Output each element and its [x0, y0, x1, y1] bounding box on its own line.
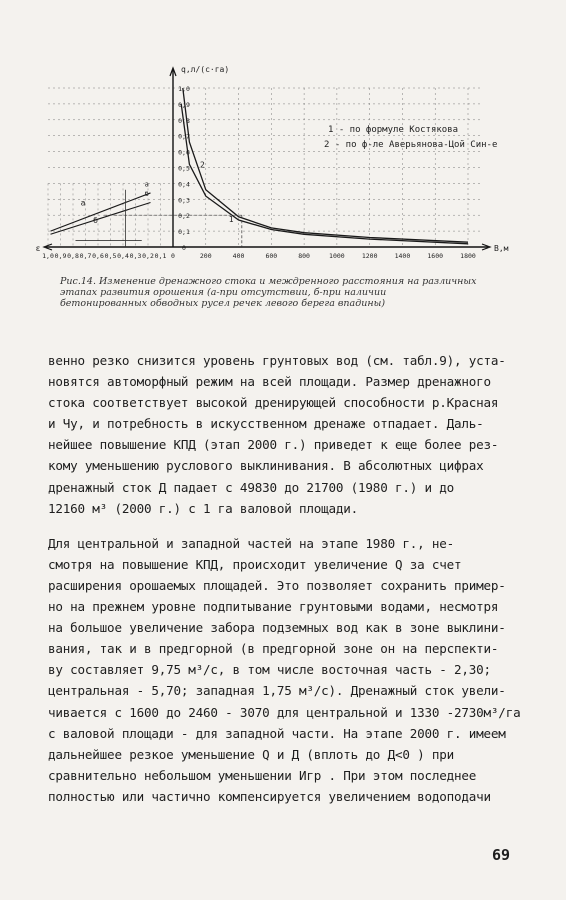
x-tick-label: 1,0 [42, 252, 54, 260]
y-axis-label: q,л/(с·га) [181, 65, 230, 74]
text-line: вания, так и в предгорной (в предгорной зоне он на перспекти- [48, 641, 499, 657]
caption-line: Рис.14. Изменение дренажного стока и междренного расстояния на различных [60, 276, 477, 287]
figure-axes [42, 68, 490, 260]
x-axis-label: B,м [494, 244, 509, 253]
text-line: дальнейшее резкое уменьшение Q и Д (вплоть до Д<0 ) при [48, 746, 455, 762]
figure-labels [36, 65, 509, 253]
x-tick-label: 1600 [427, 252, 444, 260]
text-line: 12160 м³ (2000 г.) с 1 га валовой площади. [48, 500, 359, 516]
text-line: но на прежнем уровне подпитывание грунтовыми водами, несмотря [48, 599, 499, 615]
x-tick-label: 1200 [361, 252, 378, 260]
text-line: и Чу, и потребность в искусственном дренаже отпадает. Даль- [48, 416, 484, 432]
curve-2 [183, 88, 468, 242]
text-line: стока соответствует высокой дренирующей способности р.Красная [48, 395, 499, 411]
x-tick-label: 1000 [329, 252, 345, 260]
x-tick-label: 1400 [394, 252, 411, 260]
caption-line: этапах развития орошения (а-при отсутствии, б-при наличии [60, 287, 387, 298]
x-tick-label: 0,3 [129, 252, 142, 260]
text-line: чивается с 1600 до 2460 - 3070 для центральной и 1330 -2730м³/га [48, 704, 521, 720]
y-tick-label: 0 [182, 244, 186, 252]
legend-item-2: 2 - по ф-ле Аверьянова-Цой Син-е [324, 140, 498, 150]
y-tick-label: 0,9 [178, 100, 190, 109]
curve-label-2: 2 [199, 160, 205, 170]
text-line: венно резко снизится уровень грунтовых вод (см. табл.9), уста- [48, 353, 506, 368]
x-tick-label: 200 [199, 252, 212, 260]
caption-line: бетонированных обводных русел речек левого берега впадины) [60, 298, 386, 309]
x-tick-label: 0,6 [92, 252, 104, 260]
point-label-b2: б [144, 190, 149, 199]
y-tick-label: 0,3 [178, 196, 190, 205]
x-tick-label: 0,1 [154, 252, 167, 260]
x-tick-label: 0,8 [67, 252, 79, 260]
x-tick-label: 600 [265, 252, 278, 260]
x-axis-left-label: ε [35, 244, 41, 253]
y-tick-label: 0,4 [178, 180, 190, 189]
y-tick-label: 0,1 [178, 228, 190, 237]
curve-label-1: 1 [228, 214, 234, 224]
text-line: кому уменьшению руслового выклинивания. В абсолютных цифрах [48, 458, 484, 474]
x-tick-label: 0,4 [117, 252, 129, 260]
x-tick-label: 400 [232, 252, 245, 260]
y-tick-label: 0,6 [178, 148, 190, 157]
text-line: полностью или частично компенсируется увеличением водоподачи [48, 788, 491, 804]
page-number: 69 [492, 846, 511, 864]
x-tick-label: 0,7 [79, 252, 92, 260]
figure-caption [60, 276, 520, 309]
x-tick-label: 0,9 [54, 252, 67, 260]
y-tick-label: 0,8 [178, 116, 190, 125]
text-line: ву составляет 9,75 м³/с, в том числе восточная часть - 2,30; [48, 662, 491, 678]
y-tick-label: 1,0 [178, 85, 190, 93]
x-tick-label: 1800 [460, 252, 476, 260]
y-tick-label: 0,7 [178, 132, 190, 141]
text-line: с валовой площади - для западной части. На этапе 2000 г. имеем [48, 725, 506, 741]
text-line: новятся автоморфный режим на всей площади. Размер дренажного [48, 374, 491, 390]
y-tick-label: 0,5 [178, 164, 190, 173]
y-tick-label: 0,2 [178, 212, 190, 221]
text-line: нейшее повышение КПД (этап 2000 г.) приведет к еще более рез- [48, 437, 499, 453]
body-text [48, 350, 538, 807]
x-tick-label: 0,2 [142, 252, 154, 260]
text-line: дренажный сток Д падает с 49830 до 21700 (1980 г.) и до [48, 479, 455, 495]
legend-item-1: 1 - по формуле Костякова [328, 125, 459, 135]
x-tick-label: 0,5 [104, 252, 117, 260]
text-line: смотря на повышение КПД, происходит увеличение Q за счет [48, 556, 462, 572]
x-tick-label: 0 [171, 252, 175, 260]
text-line: Для центральной и западной частей на этапе 1980 г., не- [48, 535, 455, 551]
point-label-a: а [80, 198, 86, 208]
text-line: на большое увеличение забора подземных вод как в зоне выклини- [48, 620, 506, 636]
point-label-b: б [93, 216, 98, 226]
point-label-a2: а [144, 180, 149, 189]
x-tick-label: 800 [298, 252, 310, 260]
text-line: расширения орошаемых площадей. Это позволяет сохранить пример- [48, 577, 506, 593]
text-line: центральная - 5,70; западная 1,75 м³/с). Дренажный сток увели- [48, 683, 506, 699]
text-line: сравнительно небольшом уменьшении Игр . При этом последнее [48, 767, 477, 783]
drainage-figure [28, 60, 518, 272]
